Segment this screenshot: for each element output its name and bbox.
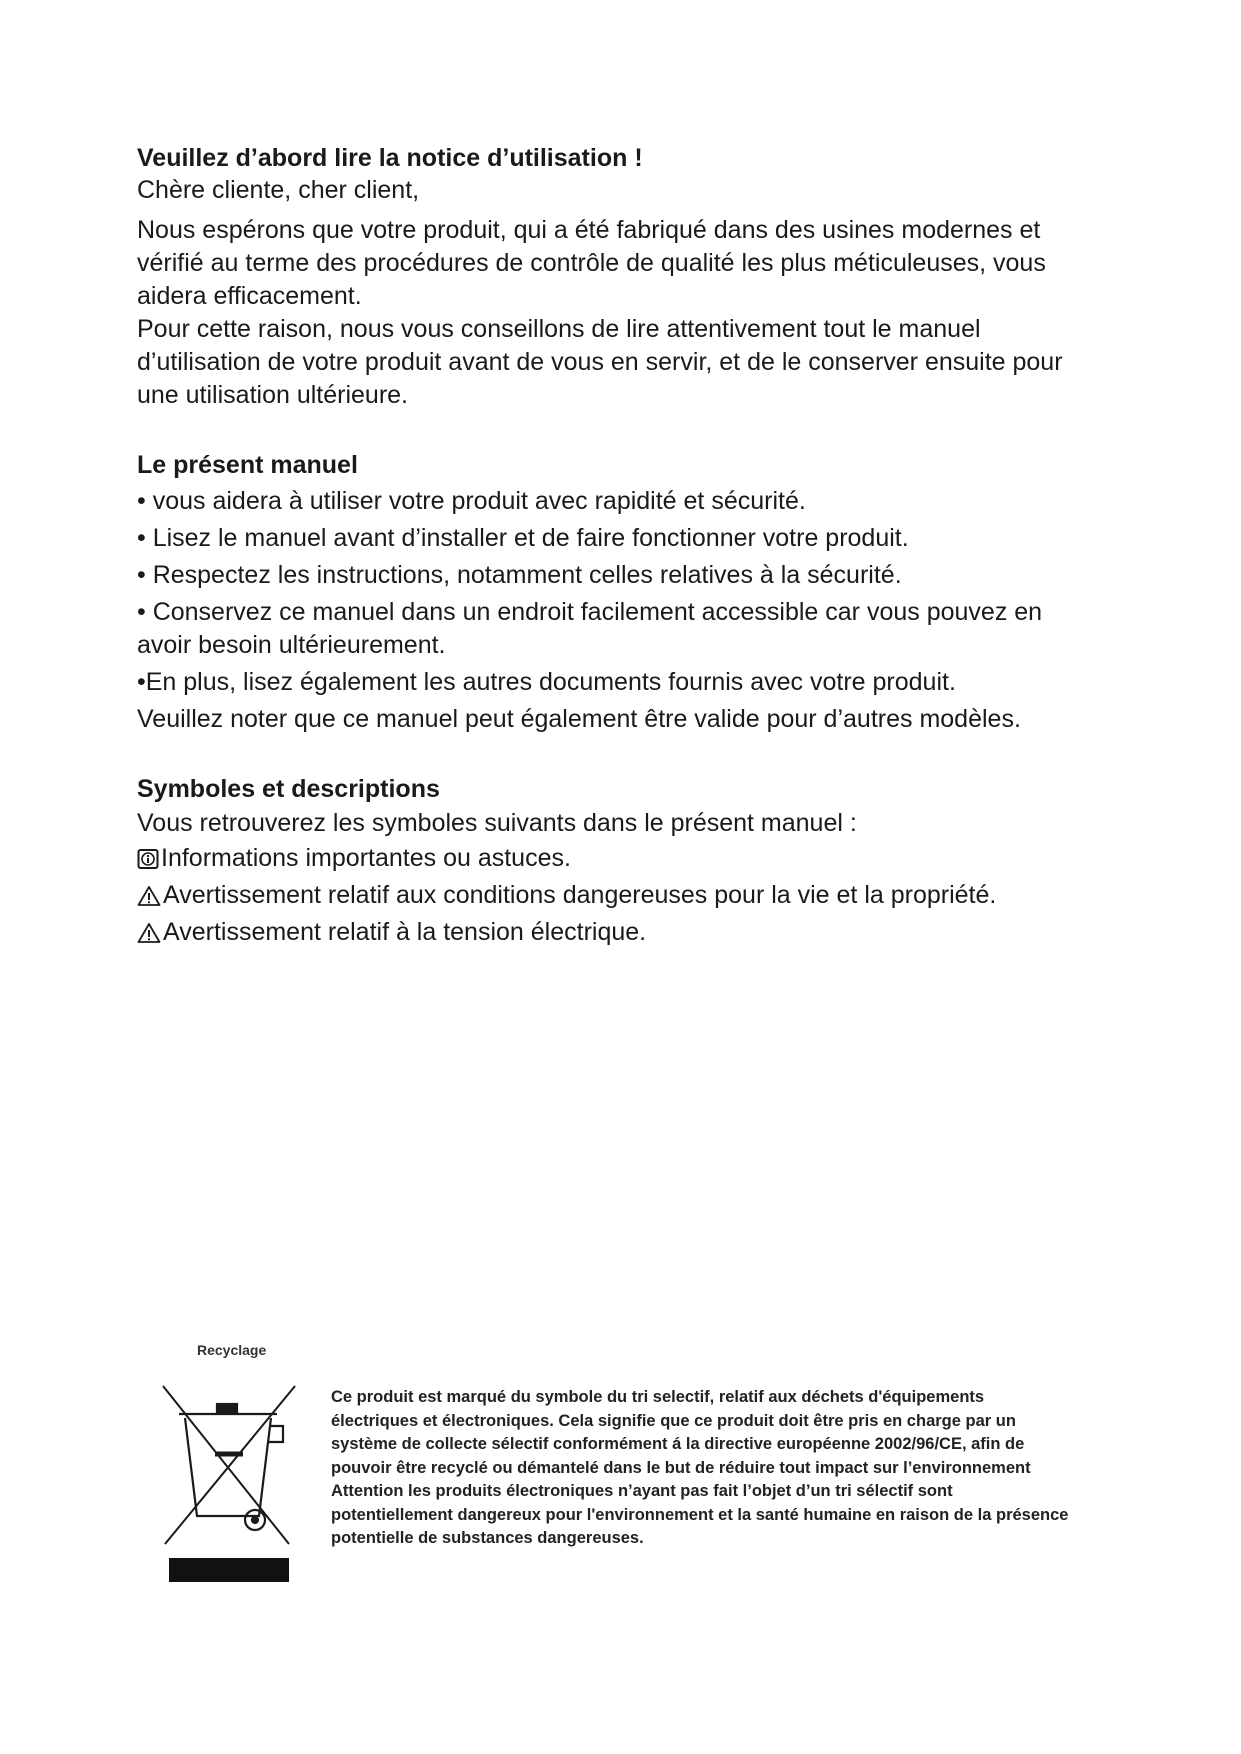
manual-bullet: • Respectez les instructions, notamment celles relatives à la sécurité. — [137, 561, 902, 589]
intro-paragraph-2: Pour cette raison, nous vous conseillons de lire attentivement tout le manuel d’utilisation de votre produit avant de vous en servir, et de le conserver ensuite pour une utilisation ultérieure. — [137, 315, 1063, 409]
manual-heading: Le présent manuel — [137, 451, 358, 479]
symbols-section — [137, 774, 1097, 949]
manual-note: Veuillez noter que ce manuel peut également être valide pour d’autres modèles. — [137, 705, 1021, 733]
intro-paragraph-1: Nous espérons que votre produit, qui a été fabriqué dans des usines modernes et vérifié au terme des procédures de contrôle de qualité les plus méticuleuses, vous aidera efficacement. — [137, 216, 1046, 310]
recycling-label: Recyclage — [197, 1342, 267, 1358]
manual-section — [137, 450, 1097, 736]
symbol-info-text: Informations importantes ou astuces. — [161, 844, 571, 872]
recycling-text: Ce produit est marqué du symbole du tri selectif, relatif aux déchets d'équipements électriques et électroniques. Cela signifie que ce produit doit être pris en charge par un système de collecte sélectif conformément á la directive européenne 2002/96/CE, afin de pouvoir être recyclé ou démantelé dans le but de réduire tout impact sur l’environnement Attention les produits électroniques n’ayant pas fait l’objet d’un tri sélectif sont potentiellement dangereux pour l'environnement et la santé humaine en raison de la présence potentielle de substances dangereuses. — [331, 1388, 1069, 1547]
manual-bullet: • Lisez le manuel avant d’installer et de faire fonctionner votre produit. — [137, 524, 909, 552]
recycling-notice — [155, 1342, 1075, 1582]
manual-bullet: • vous aidera à utiliser votre produit avec rapidité et sécurité. — [137, 487, 806, 515]
warning-icon — [137, 922, 161, 944]
intro-heading: Veuillez d’abord lire la notice d’utilisation ! — [137, 144, 643, 172]
symbols-intro: Vous retrouverez les symboles suivants dans le présent manuel : — [137, 809, 857, 837]
warning-icon — [137, 885, 161, 907]
document-page — [137, 143, 1097, 953]
manual-bullet: •En plus, lisez également les autres documents fournis avec votre produit. — [137, 668, 956, 696]
crossed-out-wheelie-bin-icon — [159, 1366, 299, 1582]
symbol-warning-line — [137, 879, 1097, 912]
symbol-voltage-line — [137, 916, 1097, 949]
symbol-voltage-text: Avertissement relatif à la tension électrique. — [163, 918, 647, 946]
symbols-heading: Symboles et descriptions — [137, 775, 440, 803]
manual-bullet: • Conservez ce manuel dans un endroit facilement accessible car vous pouvez en avoir besoin ultérieurement. — [137, 598, 1043, 659]
symbol-warning-text: Avertissement relatif aux conditions dangereuses pour la vie et la propriété. — [163, 881, 997, 909]
greeting: Chère cliente, cher client, — [137, 176, 420, 204]
info-icon — [137, 848, 159, 870]
symbol-info-line — [137, 842, 1097, 875]
